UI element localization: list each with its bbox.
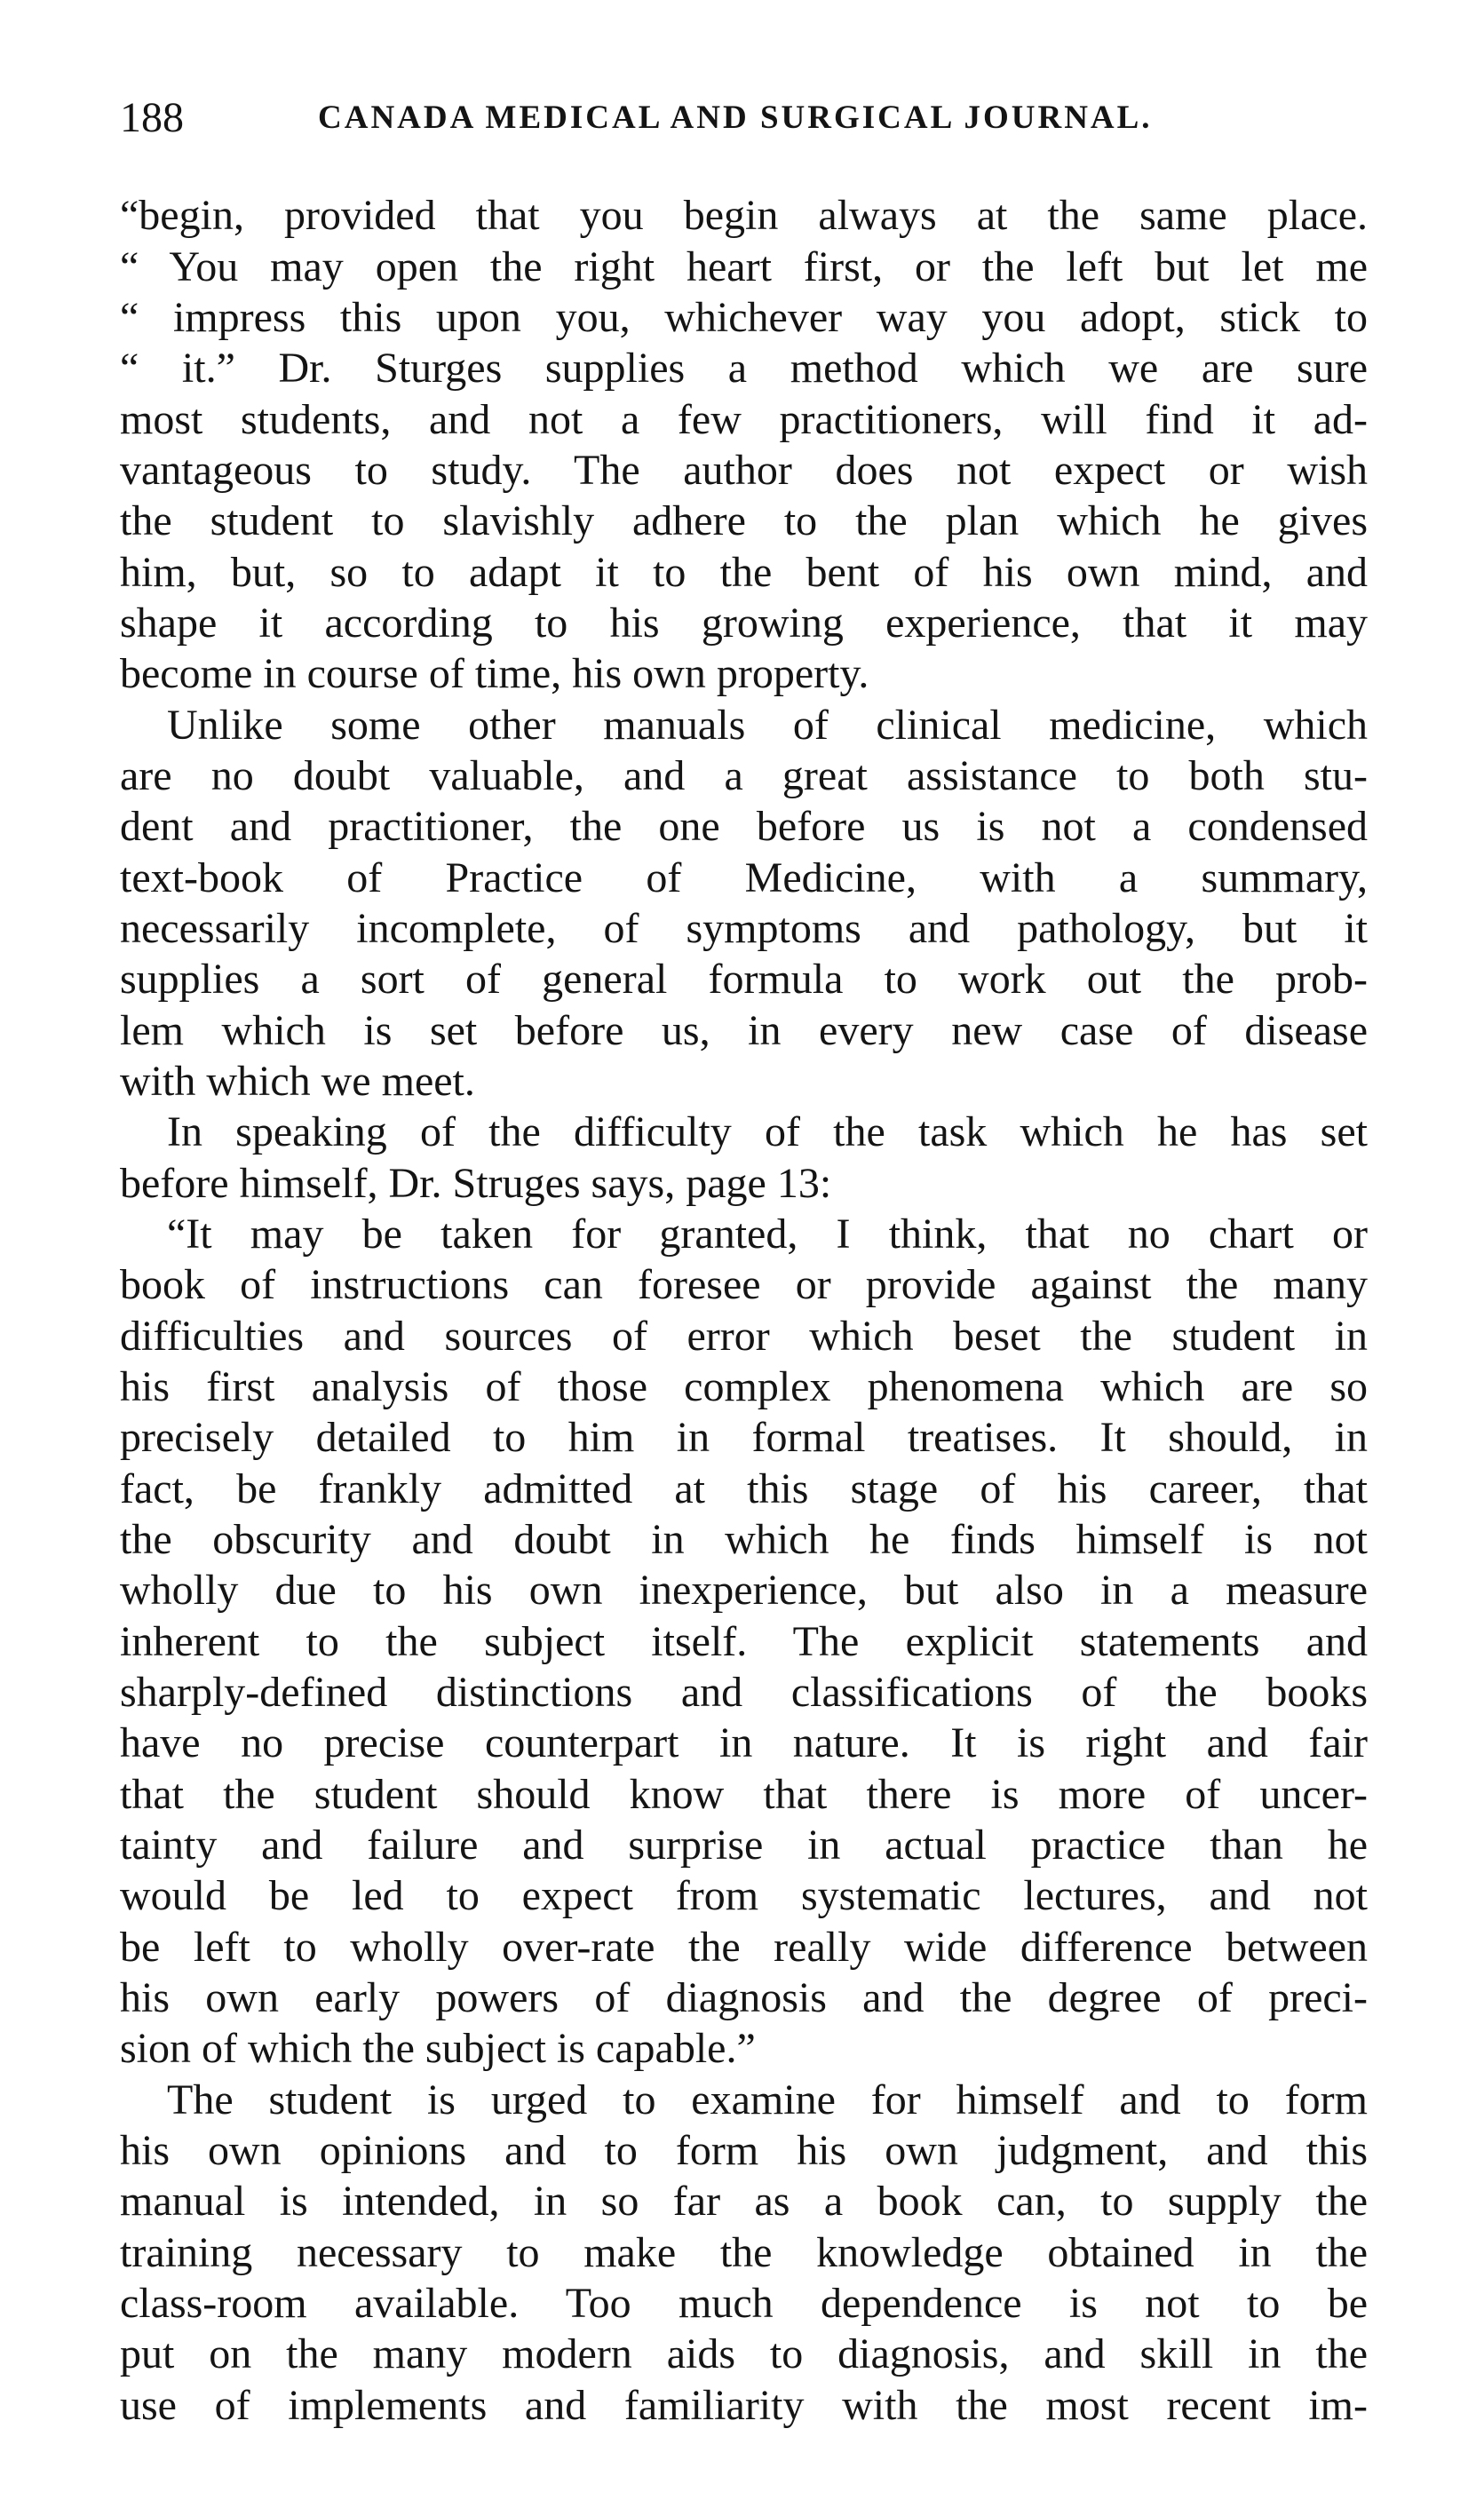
quote-first-line: “It may be taken for granted, I think, that no chart or xyxy=(167,1210,1368,1258)
paragraph-first-line: The student is urged to examine for himself and to form xyxy=(167,2076,1368,2123)
quote-line: inherent to the subject itself. The explicit statements and xyxy=(120,1618,1368,1665)
quote-line: fact, be frankly admitted at this stage of his career, that xyxy=(120,1465,1368,1512)
text-line: before himself, Dr. Struges says, page 13: xyxy=(120,1160,832,1207)
paragraph-first-line: Unlike some other manuals of clinical medicine, which xyxy=(167,702,1368,749)
text-line: him, but, so to adapt it to the bent of his own mind, and xyxy=(120,549,1368,596)
running-head xyxy=(120,87,1345,149)
text-line: manual is intended, in so far as a book can, to supply the xyxy=(120,2178,1368,2225)
text-line: put on the many modern aids to diagnosis, and skill in the xyxy=(120,2330,1368,2377)
text-line: “ impress this upon you, whichever way you adopt, stick to xyxy=(120,294,1368,341)
quote-line: book of instructions can foresee or provide against the many xyxy=(120,1261,1368,1308)
text-line: most students, and not a few practitioners, will find it ad- xyxy=(120,396,1368,443)
text-line: text-book of Practice of Medicine, with a summary, xyxy=(120,854,1368,901)
quote-line: precisely detailed to him in formal treatises. It should, in xyxy=(120,1414,1368,1461)
text-line: class-room available. Too much dependence is not to be xyxy=(120,2280,1368,2327)
text-line: with which we meet. xyxy=(120,1058,475,1105)
quote-line: have no precise counterpart in nature. It is right and fair xyxy=(120,1719,1368,1766)
text-line: become in course of time, his own property. xyxy=(120,650,869,697)
text-line: supplies a sort of general formula to work out the prob- xyxy=(120,956,1368,1003)
quote-line: would be led to expect from systematic lectures, and not xyxy=(120,1872,1368,1919)
text-line: “ it.” Dr. Sturges supplies a method which we are sure xyxy=(120,345,1368,392)
text-line: dent and practitioner, the one before us is not a condensed xyxy=(120,803,1368,850)
quote-line: difficulties and sources of error which beset the student in xyxy=(120,1313,1368,1360)
text-line: use of implements and familiarity with the most recent im- xyxy=(120,2382,1368,2429)
text-line: are no doubt valuable, and a great assistance to both stu- xyxy=(120,752,1368,799)
quote-line: wholly due to his own inexperience, but also in a measure xyxy=(120,1567,1368,1614)
quote-line: the obscurity and doubt in which he finds himself is not xyxy=(120,1516,1368,1563)
text-line: training necessary to make the knowledge obtained in the xyxy=(120,2229,1368,2276)
text-line: his own opinions and to form his own judgment, and this xyxy=(120,2127,1368,2174)
text-line: lem which is set before us, in every new case of disease xyxy=(120,1007,1368,1054)
journal-title: CANADA MEDICAL AND SURGICAL JOURNAL. xyxy=(318,99,1153,136)
quote-line: his first analysis of those complex phenomena which are so xyxy=(120,1363,1368,1410)
text-line: necessarily incomplete, of symptoms and pathology, but it xyxy=(120,905,1368,952)
text-line: shape it according to his growing experience, that it may xyxy=(120,599,1368,647)
quote-last-line: sion of which the subject is capable.” xyxy=(120,2025,756,2072)
text-line: the student to slavishly adhere to the plan which he gives xyxy=(120,497,1368,544)
quote-line: his own early powers of diagnosis and the degree of preci- xyxy=(120,1974,1368,2021)
quote-line: tainty and failure and surprise in actual practice than he xyxy=(120,1822,1368,1869)
text-line: vantageous to study. The author does not expect or wish xyxy=(120,447,1368,494)
quote-line: be left to wholly over-rate the really wide difference between xyxy=(120,1924,1368,1971)
quote-line: that the student should know that there is more of uncer- xyxy=(120,1771,1368,1818)
text-line: “ You may open the right heart first, or the left but let me xyxy=(120,243,1368,290)
paragraph-first-line: In speaking of the difficulty of the task which he has set xyxy=(167,1108,1368,1155)
quote-line: sharply-defined distinctions and classifications of the books xyxy=(120,1669,1368,1716)
text-line: “begin, provided that you begin always at the same place. xyxy=(120,192,1368,239)
page-number: 188 xyxy=(120,94,184,141)
